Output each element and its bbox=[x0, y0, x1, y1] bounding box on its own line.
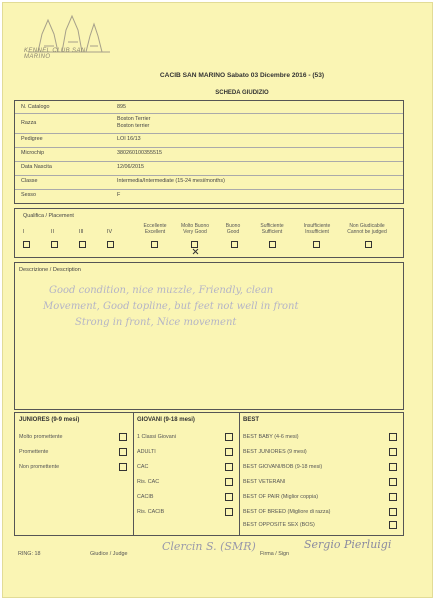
juniores-checkbox[interactable] bbox=[119, 463, 127, 471]
placement-4-checkbox[interactable] bbox=[107, 241, 114, 248]
qualification-heading: Qualifica / Placement bbox=[23, 213, 74, 219]
best-item: BEST GIOVANI/BOB (9-18 mesi) bbox=[243, 464, 323, 470]
placement-label: III bbox=[79, 229, 84, 235]
best-checkbox[interactable] bbox=[389, 478, 397, 486]
best-section bbox=[239, 413, 403, 535]
placement-label: IV bbox=[107, 229, 113, 235]
best-checkbox[interactable] bbox=[389, 508, 397, 516]
info-row bbox=[15, 189, 403, 203]
awards-table bbox=[14, 412, 404, 536]
placement-1-checkbox[interactable] bbox=[23, 241, 30, 248]
best-heading: BEST bbox=[243, 417, 260, 423]
qual-excellent: Eccellente Excellent bbox=[143, 223, 167, 235]
ring-label: RING: 18 bbox=[18, 551, 41, 557]
qual-very-good: Molto Buono Very Good bbox=[180, 223, 210, 235]
info-value: F bbox=[117, 192, 121, 198]
page-title: CACIB SAN MARINO Sabato 03 Dicembre 2016 - (53) bbox=[159, 72, 325, 79]
juniores-heading: JUNIORES (9-9 mesi) bbox=[19, 417, 80, 423]
qual-insufficient: Insufficiente Insufficient bbox=[303, 223, 331, 235]
info-value: 895 bbox=[117, 104, 126, 110]
giovani-checkbox[interactable] bbox=[225, 448, 233, 456]
description-label: Descrizione / Description bbox=[19, 267, 81, 273]
giovani-item: Ris. CACIB bbox=[137, 509, 165, 515]
logo-text: KENNEL CLUB SAN MARINO bbox=[24, 48, 86, 60]
giovani-item: CAC bbox=[137, 464, 149, 470]
judging-sheet bbox=[2, 2, 433, 598]
juniores-section bbox=[15, 413, 134, 535]
cannot-judge-checkbox[interactable] bbox=[365, 241, 372, 248]
giovani-heading: GIOVANI (9-18 mesi) bbox=[137, 417, 195, 423]
info-value: 380260100355515 bbox=[117, 150, 162, 156]
placement-3-checkbox[interactable] bbox=[79, 241, 86, 248]
giovani-checkbox[interactable] bbox=[225, 508, 233, 516]
best-checkbox[interactable] bbox=[389, 433, 397, 441]
info-value: Boston Terrier Boston terrier bbox=[117, 116, 151, 129]
qual-sufficient: Sufficiente Sufficient bbox=[260, 223, 284, 235]
info-label: Data Nascita bbox=[21, 164, 52, 170]
excellent-checkbox[interactable] bbox=[151, 241, 158, 248]
info-row bbox=[15, 133, 403, 148]
info-label: Sesso bbox=[21, 192, 36, 198]
placement-2-checkbox[interactable] bbox=[51, 241, 58, 248]
description-box bbox=[14, 262, 404, 410]
best-item: BEST OF PAIR (Miglior coppia) bbox=[243, 494, 318, 500]
info-label: Razza bbox=[21, 120, 37, 126]
very-good-checkbox[interactable] bbox=[191, 241, 198, 248]
juniores-item: Promettente bbox=[19, 449, 49, 455]
judge-signature: Sergio Pierluigi bbox=[304, 538, 392, 551]
juniores-checkbox[interactable] bbox=[119, 448, 127, 456]
juniores-item: Non promettente bbox=[19, 464, 60, 470]
info-row bbox=[15, 175, 403, 190]
info-value: Intermedia/Intermediate (15-24 mesi/months) bbox=[117, 178, 225, 184]
giovani-item: CACIB bbox=[137, 494, 154, 500]
qual-good: Buono Good bbox=[225, 223, 241, 235]
giovani-item: 1 Classi Giovani bbox=[137, 434, 176, 440]
info-value: 12/06/2015 bbox=[117, 164, 144, 170]
handwritten-line: Movement, Good topline, but feet not well in front bbox=[43, 301, 299, 312]
info-row bbox=[15, 113, 403, 134]
juniores-item: Molto promettente bbox=[19, 434, 63, 440]
best-item: BEST JUNIORES (9 mesi) bbox=[243, 449, 307, 455]
best-checkbox[interactable] bbox=[389, 493, 397, 501]
best-item: BEST OF BREED (Migliore di razza) bbox=[243, 509, 331, 515]
giovani-section bbox=[133, 413, 240, 535]
handwritten-line: Strong in front, Nice movement bbox=[75, 317, 237, 328]
sign-label: Firma / Sign bbox=[260, 551, 290, 557]
good-checkbox[interactable] bbox=[231, 241, 238, 248]
qualification-grid bbox=[14, 208, 404, 258]
info-row bbox=[15, 161, 403, 176]
best-item: BEST VETERANI bbox=[243, 479, 286, 485]
sufficient-checkbox[interactable] bbox=[269, 241, 276, 248]
qual-cannot-judge: Non Giudicabile Cannot be judged bbox=[347, 223, 387, 235]
placement-label: I bbox=[23, 229, 25, 235]
giovani-checkbox[interactable] bbox=[225, 493, 233, 501]
best-checkbox[interactable] bbox=[389, 521, 397, 529]
judge-label: Giudice / Judge bbox=[90, 551, 128, 557]
info-label: Classe bbox=[21, 178, 38, 184]
handwritten-line: Good condition, nice muzzle, Friendly, clean bbox=[49, 285, 274, 296]
giovani-checkbox[interactable] bbox=[225, 463, 233, 471]
insufficient-checkbox[interactable] bbox=[313, 241, 320, 248]
juniores-checkbox[interactable] bbox=[119, 433, 127, 441]
giovani-item: ADULTI bbox=[137, 449, 156, 455]
best-checkbox[interactable] bbox=[389, 463, 397, 471]
giovani-checkbox[interactable] bbox=[225, 478, 233, 486]
info-value: LOI 16/13 bbox=[117, 136, 141, 142]
info-label: Pedigree bbox=[21, 136, 43, 142]
giovani-item: Ris. CAC bbox=[137, 479, 160, 485]
info-label: Microchip bbox=[21, 150, 45, 156]
judge-name: Clercin S. (SMR) bbox=[162, 540, 256, 553]
best-item: BEST BABY (4-6 mesi) bbox=[243, 434, 299, 440]
placement-label: II bbox=[51, 229, 54, 235]
page-subtitle: SCHEDA GIUDIZIO bbox=[215, 90, 269, 96]
info-table bbox=[14, 100, 404, 204]
info-label: N. Catalogo bbox=[21, 104, 50, 110]
info-row bbox=[15, 147, 403, 162]
best-item: BEST OPPOSITE SEX (BOS) bbox=[243, 522, 315, 528]
giovani-checkbox[interactable] bbox=[225, 433, 233, 441]
best-checkbox[interactable] bbox=[389, 448, 397, 456]
